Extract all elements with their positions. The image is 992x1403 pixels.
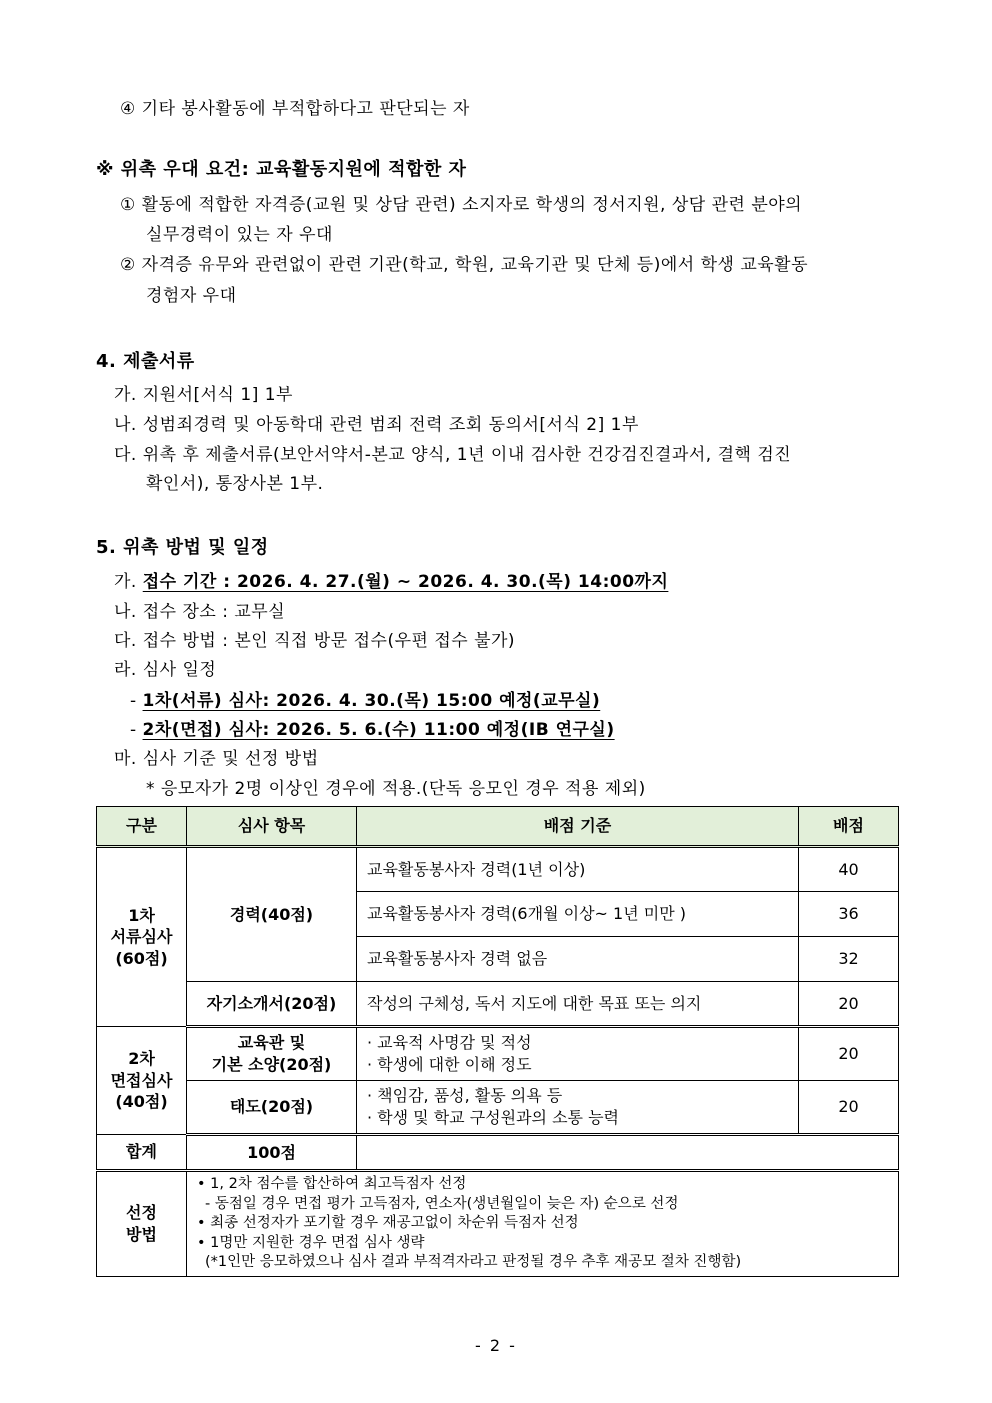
table-header-row <box>97 807 899 847</box>
total-row <box>97 1135 899 1171</box>
attitude-item: 태도(20점) <box>187 1081 357 1135</box>
selection-method-list <box>197 1172 888 1276</box>
section-5-item-da: 다. 접수 방법 : 본인 직접 방문 접수(우편 접수 불가) <box>114 631 516 651</box>
stage-2-type: 면접심사 <box>110 1070 173 1090</box>
selection-line-4: • 1명만 지원한 경우 면접 심사 생략 <box>197 1234 425 1251</box>
header-category: 구분 <box>97 807 187 847</box>
selection-line-3: • 최종 선정자가 포기할 경우 재공고없이 차순위 득점자 선정 <box>197 1215 579 1232</box>
attitude-score: 20 <box>799 1081 899 1135</box>
career-criterion-1: 교육활동봉사자 경력(1년 이상) <box>357 847 799 892</box>
review-schedule-2-dash: - <box>130 720 143 740</box>
table-row <box>97 1081 899 1135</box>
stage-1-type: 서류심사 <box>110 927 173 947</box>
selection-method <box>187 1171 899 1277</box>
attitude-criterion-line-2: · 학생 및 학교 구성원과의 소통 능력 <box>367 1108 619 1127</box>
section-4-item-ga: 가. 지원서[서식 1] 1부 <box>114 385 293 405</box>
applicability-note: * 응모자가 2명 이상인 경우에 적용.(단독 응모인 경우 적용 제외) <box>146 779 646 799</box>
section-5-item-ra: 라. 심사 일정 <box>114 660 217 680</box>
education-item-line-2: 기본 소양(20점) <box>211 1055 332 1074</box>
intro-item: 자기소개서(20점) <box>187 982 357 1027</box>
stage-1-points: (60점) <box>115 948 168 968</box>
attitude-criterion <box>357 1081 799 1135</box>
application-period: 접수 기간 : 2026. 4. 27.(월) ~ 2026. 4. 30.(목) 14:00까지 <box>142 572 669 592</box>
selection-line-2: - 동점일 경우 면접 평가 고득점자, 연소자(생년월일이 늦은 자) 순으로 선정 <box>205 1195 679 1212</box>
header-score: 배점 <box>799 807 899 847</box>
stage-2-label <box>97 1027 187 1135</box>
section-5-item-ma: 마. 심사 기준 및 선정 방법 <box>114 749 319 769</box>
education-score: 20 <box>799 1027 899 1081</box>
education-item <box>187 1027 357 1081</box>
intro-criterion: 작성의 구체성, 독서 지도에 대한 목표 또는 의지 <box>357 982 799 1027</box>
section-4-item-na: 나. 성범죄경력 및 아동학대 관련 범죄 전력 조회 동의서[서식 2] 1부 <box>114 415 639 435</box>
education-criterion-line-2: · 학생에 대한 이해 정도 <box>367 1055 532 1074</box>
selection-line-1: • 1, 2차 점수를 합산하여 최고득점자 선정 <box>197 1176 467 1192</box>
preference-title: ※ 위촉 우대 요건: 교육활동지원에 적합한 자 <box>96 159 467 180</box>
review-schedule-1 <box>130 686 600 711</box>
section-5-item-na: 나. 접수 장소 : 교무실 <box>114 602 286 622</box>
total-blank <box>357 1135 899 1171</box>
attitude-criterion-line-1: · 책임감, 품성, 활동 의욕 등 <box>367 1086 563 1106</box>
career-score-3: 32 <box>799 937 899 982</box>
education-item-line-1: 교육관 및 <box>237 1033 306 1053</box>
table-row <box>97 982 899 1027</box>
total-value: 100점 <box>187 1135 357 1171</box>
preference-item-2-cont: 경험자 우대 <box>146 286 237 306</box>
career-item: 경력(40점) <box>187 847 357 982</box>
section-4-item-da-cont: 확인서), 통장사본 1부. <box>146 474 324 494</box>
selection-line-5: (*1인만 응모하였으나 심사 결과 부적격자라고 판정될 경우 추후 재공모 절차 진행함) <box>205 1254 742 1271</box>
table-row <box>97 847 899 892</box>
header-criteria: 배점 기준 <box>357 807 799 847</box>
education-criterion <box>357 1027 799 1081</box>
selection-label-line-2: 방법 <box>126 1224 157 1244</box>
career-score-1: 40 <box>799 847 899 892</box>
selection-row <box>97 1171 899 1277</box>
stage-1-name: 1차 <box>128 905 155 925</box>
preference-item-1-cont: 실무경력이 있는 자 우대 <box>146 225 333 245</box>
intro-score: 20 <box>799 982 899 1027</box>
career-criterion-2: 교육활동봉사자 경력(6개월 이상~ 1년 미만 ) <box>357 892 799 937</box>
total-label: 합계 <box>97 1135 187 1171</box>
review-schedule-1-text: 1차(서류) 심사: 2026. 4. 30.(목) 15:00 예정(교무실) <box>142 691 601 711</box>
table-row <box>97 1027 899 1081</box>
stage-1-label <box>97 847 187 1027</box>
section-4-item-da: 다. 위촉 후 제출서류(보안서약서-본교 양식, 1년 이내 검사한 건강검진결과서, 결핵 검진 <box>114 445 792 465</box>
career-score-2: 36 <box>799 892 899 937</box>
criteria-table <box>96 806 899 1277</box>
selection-label <box>97 1171 187 1277</box>
section-5-item-ga <box>114 567 668 592</box>
stage-2-name: 2차 <box>128 1049 155 1069</box>
stage-2-points: (40점) <box>115 1092 168 1112</box>
review-schedule-2-text: 2차(면접) 심사: 2026. 5. 6.(수) 11:00 예정(IB 연구실) <box>142 720 615 740</box>
selection-label-line-1: 선정 <box>126 1203 157 1223</box>
education-criterion-line-1: · 교육적 사명감 및 적성 <box>367 1033 532 1053</box>
header-item: 심사 항목 <box>187 807 357 847</box>
career-criterion-3: 교육활동봉사자 경력 없음 <box>357 937 799 982</box>
top-list-item: ④ 기타 봉사활동에 부적합하다고 판단되는 자 <box>120 99 470 119</box>
preference-item-1: ① 활동에 적합한 자격증(교원 및 상담 관련) 소지자로 학생의 정서지원, 상담 관련 분야의 <box>120 195 803 215</box>
review-schedule-1-dash: - <box>130 691 143 711</box>
preference-item-2: ② 자격증 유무와 관련없이 관련 기관(학교, 학원, 교육기관 및 단체 등)에서 학생 교육활동 <box>120 255 809 275</box>
page-number: - 2 - <box>475 1336 517 1355</box>
section-4-title: 4. 제출서류 <box>96 351 195 372</box>
section-5-title: 5. 위촉 방법 및 일정 <box>96 537 269 558</box>
section-5-item-ga-prefix: 가. <box>114 572 143 592</box>
review-schedule-2 <box>130 715 615 740</box>
